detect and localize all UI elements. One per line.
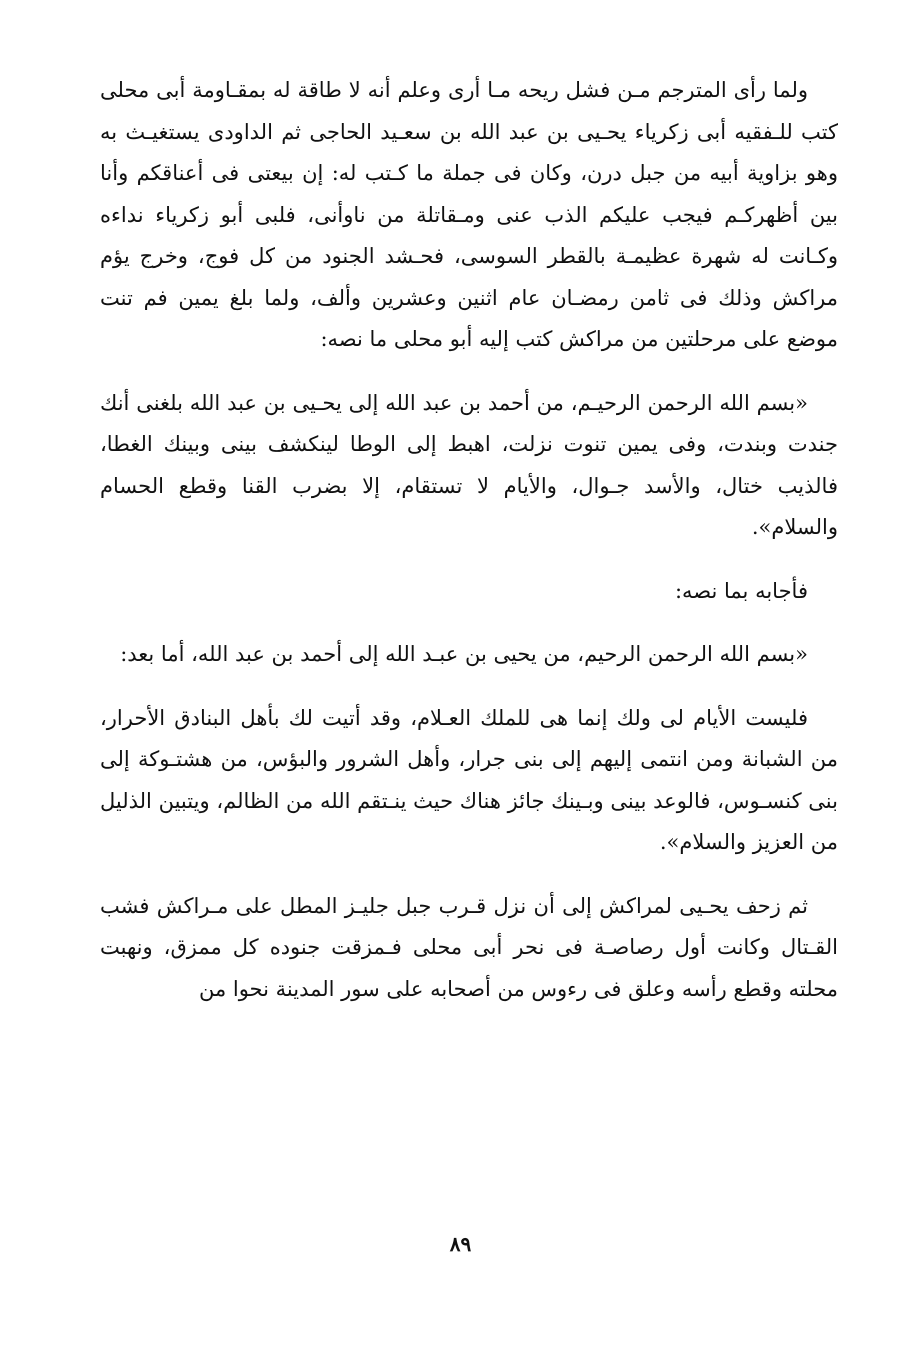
paragraph-spacer <box>100 549 838 571</box>
page-number: ٨٩ <box>449 1232 472 1256</box>
text-line: بلغنى أنك جندت وبندت، وفى يمين تنوت نزلت، اهبط إلى الوطا لينكشف بينى <box>100 390 838 456</box>
paragraph-battle-narrative <box>100 886 838 1011</box>
paragraph-spacer <box>100 361 838 383</box>
text-line: ثم زحف يحـيى لمراكش إلى أن نزل قـرب جبل جليـز المطل على مـراكش <box>149 893 808 918</box>
page-body-text <box>100 70 838 1010</box>
paragraph-spacer <box>100 864 838 886</box>
text-line: «بسم الله الرحمن الرحيـم، من أحمد بن عبد الله إلى يحـيى بن عبد الله <box>182 390 809 415</box>
text-line: فى أعناقكم وأنا بين أظهركـم فيجب عليكم الذب عنى ومـقاتلة من ناوأنى، فلبى <box>100 161 838 227</box>
text-line: فليست الأيام لى ولك إنما هى للملك العـلام، وقد أتيت لك بأهل البنادق <box>165 705 808 730</box>
paragraph-reply-intro <box>100 571 838 613</box>
text-line: فأجابه بما نصه: <box>674 578 808 603</box>
text-line: أبو زكرياء نداءه وكـانت له شهرة عظيمـة بالقطر السوسى، فحـشد الجنود من كل <box>100 202 838 268</box>
text-line: يستغيـث به وهو بزاوية أبيه من جبل درن، وكان فى جملة ما كـتب له: إن بيعتى <box>100 119 838 185</box>
text-line: وبينك الغطا، فالذيب ختال، والأسد جـوال، والأيام لا تستقام، إلا بضرب القنا <box>100 432 838 498</box>
paragraph-quoted-letter-ahmad <box>100 383 838 549</box>
text-line: محلى كتب للـفقيه أبى زكرياء يحـيى بن عبد الله بن سعـيد الحاجى ثم الداودى <box>100 78 839 144</box>
text-line: الظالم، ويتبين الذليل من العزيز والسلام». <box>100 788 838 854</box>
paragraph-spacer <box>100 676 838 698</box>
text-line: وقطع الحسام والسلام». <box>100 473 838 539</box>
paragraph-quoted-letter-yahya-opening <box>100 634 838 676</box>
text-line: الأحرار، من الشبانة ومن انتمى إليهم إلى بنى جرار، وأهل الشرور والبؤس، من <box>100 705 838 771</box>
paragraph-abu-mahalli-letter-request <box>100 70 838 361</box>
paragraph-quoted-letter-yahya-body <box>100 698 838 864</box>
text-line: فوج، وخرج يؤم مراكش وذلك فى ثامن رمضـان عام اثنين وعشرين وألف، ولما <box>100 244 839 310</box>
text-line: «بسم الله الرحمن الرحيم، من يحيى بن عبـد الله إلى أحمد بن عبد الله، <box>184 642 808 666</box>
text-line: أما بعد: <box>120 642 185 666</box>
text-line: ونهبت محلته وقطع رأسه وعلق فى رءوس من أصحابه على سور المدينة نحوا من <box>100 935 838 1001</box>
text-line: ولما رأى المترجم مـن فشل ريحه مـا أرى وعلم أنه لا طاقة له بمقـاومة أبى <box>149 78 808 102</box>
text-line: فشب القـتال وكانت أول رصاصـة فى نحر أبى محلى فـمزقت جنوده كل ممزق، <box>100 893 838 959</box>
paragraph-spacer <box>100 612 838 634</box>
text-line: بلغ يمين فم تنت موضع على مرحلتين من مراكش كتب إليه أبو محلى ما نصه: <box>100 285 838 351</box>
text-line: هشتـوكة إلى بنى كنسـوس، فالوعد بينى وبـينك جائز هناك حيث ينـتقم الله من <box>100 747 838 813</box>
